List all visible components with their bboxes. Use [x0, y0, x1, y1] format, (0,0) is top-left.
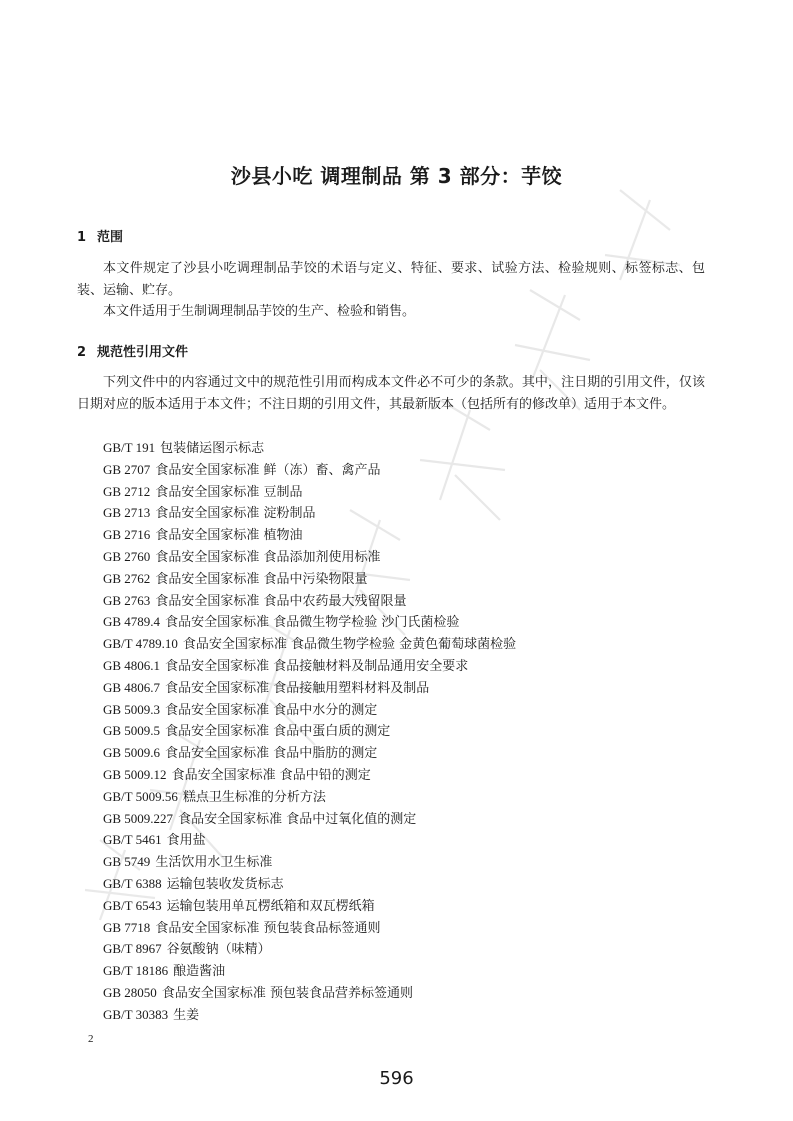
- section-heading-normative-references: [77, 341, 188, 360]
- reference-title: 生姜: [173, 1007, 200, 1023]
- section-title: 规范性引用文件: [97, 345, 189, 360]
- reference-title: 运输包装用单瓦楞纸箱和双瓦楞纸箱: [166, 898, 375, 914]
- reference-title: 食品安全国家标准 鲜（冻）畜、禽产品: [155, 462, 381, 478]
- reference-title: 食品安全国家标准 食品中污染物限量: [155, 571, 368, 587]
- reference-item: [103, 764, 703, 786]
- reference-item: [103, 938, 703, 960]
- reference-code: GB 5009.6: [103, 745, 161, 761]
- reference-code: GB/T 6543: [103, 897, 162, 913]
- reference-item: [103, 720, 703, 742]
- reference-code: GB 2716: [103, 527, 151, 543]
- reference-title: 谷氨酸钠（味精）: [166, 942, 271, 958]
- reference-item: [103, 808, 703, 830]
- page-number: 596: [379, 1068, 414, 1089]
- reference-title: 食品安全国家标准 食品中脂肪的测定: [165, 746, 378, 762]
- reference-item: [103, 699, 703, 721]
- reference-code: GB/T 191: [103, 440, 156, 455]
- reference-item: [103, 742, 703, 764]
- reference-code: GB 2763: [103, 592, 151, 608]
- reference-item: [103, 960, 703, 982]
- reference-item: [103, 786, 703, 808]
- reference-title: 食品安全国家标准 食品中水分的测定: [165, 702, 378, 718]
- reference-title: 食品安全国家标准 食品接触材料及制品通用安全要求: [165, 658, 469, 674]
- reference-item: [103, 982, 703, 1004]
- reference-title: 食品安全国家标准 预包装食品标签通则: [155, 920, 381, 936]
- section-heading-scope: [77, 226, 123, 245]
- reference-title: 食品安全国家标准 植物油: [155, 528, 303, 544]
- reference-code: GB/T 4789.10: [103, 636, 178, 652]
- reference-title: 食品安全国家标准 食品中过氧化值的测定: [178, 811, 417, 827]
- reference-code: GB/T 30383: [103, 1006, 169, 1022]
- reference-code: GB 2713: [103, 505, 151, 521]
- reference-title: 食用盐: [166, 833, 206, 849]
- section-number: 2: [77, 345, 87, 360]
- reference-title: 运输包装收发货标志: [166, 876, 284, 892]
- reference-title: 食品安全国家标准 食品中蛋白质的测定: [165, 724, 391, 740]
- reference-code: GB/T 18186: [103, 963, 169, 979]
- document-title: 沙县小吃 调理制品 第 3 部分：芋饺: [230, 164, 563, 188]
- reference-item: [103, 524, 703, 546]
- reference-code: GB 5009.227: [103, 810, 174, 826]
- reference-title: 食品安全国家标准 预包装食品营养标签通则: [161, 985, 413, 1001]
- reference-item: [103, 917, 703, 939]
- reference-code: GB/T 5009.56: [103, 788, 178, 804]
- reference-item: [103, 655, 703, 677]
- reference-item: [103, 829, 703, 851]
- reference-title: 糕点卫生标准的分析方法: [182, 789, 326, 805]
- reference-title: 食品安全国家标准 食品微生物学检验 沙门氏菌检验: [165, 615, 460, 631]
- references-intro-paragraph: 下列文件中的内容通过文中的规范性引用而构成本文件必不可少的条款。其中，注日期的引用文件，仅该日期对应的版本适用于本文件；不注日期的引用文件，其最新版本（包括所有的修改单）适用于本文件。: [77, 375, 705, 412]
- reference-code: GB 5749: [103, 854, 151, 870]
- reference-code: GB 5009.3: [103, 701, 161, 717]
- reference-title: 包装储运图示标志: [160, 441, 265, 456]
- reference-title: 食品安全国家标准 豆制品: [155, 484, 303, 500]
- reference-code: GB 2712: [103, 483, 151, 499]
- reference-item: [103, 546, 703, 568]
- section-number: 1: [77, 230, 87, 245]
- reference-code: GB 28050: [103, 984, 157, 1000]
- scope-paragraph-1: 本文件规定了沙县小吃调理制品芋饺的术语与定义、特征、要求、试验方法、检验规则、标签标志、包装、运输、贮存。: [77, 261, 705, 298]
- reference-title: 食品安全国家标准 食品接触用塑料材料及制品: [165, 680, 430, 696]
- reference-item: [103, 633, 703, 655]
- reference-item: [103, 873, 703, 895]
- section-title: 范围: [97, 230, 124, 245]
- reference-item: [103, 611, 703, 633]
- reference-item: [103, 590, 703, 612]
- reference-code: GB/T 6388: [103, 875, 162, 891]
- reference-code: GB 5009.5: [103, 723, 161, 739]
- reference-title: 食品安全国家标准 淀粉制品: [155, 506, 316, 522]
- reference-item: [103, 677, 703, 699]
- reference-title: 食品安全国家标准 食品中农药最大残留限量: [155, 593, 407, 609]
- reference-code: GB 4806.1: [103, 657, 161, 673]
- reference-code: GB 5009.12: [103, 766, 167, 782]
- reference-code: GB 4789.4: [103, 614, 161, 630]
- reference-item: [103, 481, 703, 503]
- reference-code: GB 7718: [103, 919, 151, 935]
- reference-item: [103, 895, 703, 917]
- page-mark: 2: [88, 1033, 94, 1045]
- reference-item: [103, 568, 703, 590]
- reference-code: GB 2760: [103, 548, 151, 564]
- reference-title: 生活饮用水卫生标准: [155, 855, 273, 871]
- reference-title: 酿造酱油: [173, 964, 226, 980]
- reference-code: GB 2707: [103, 461, 151, 477]
- reference-item: [103, 437, 703, 459]
- reference-code: GB 4806.7: [103, 679, 161, 695]
- reference-title: 食品安全国家标准 食品中铅的测定: [171, 767, 371, 783]
- reference-item: [103, 851, 703, 873]
- scope-paragraph-2: 本文件适用于生制调理制品芋饺的生产、检验和销售。: [103, 304, 416, 319]
- reference-title: 食品安全国家标准 食品添加剂使用标准: [155, 549, 381, 565]
- reference-item: [103, 1004, 703, 1026]
- reference-code: GB/T 5461: [103, 832, 162, 848]
- reference-code: GB/T 8967: [103, 941, 162, 957]
- reference-code: GB 2762: [103, 570, 151, 586]
- reference-item: [103, 459, 703, 481]
- reference-list: [103, 437, 703, 1026]
- reference-title: 食品安全国家标准 食品微生物学检验 金黄色葡萄球菌检验: [182, 637, 517, 653]
- reference-item: [103, 502, 703, 524]
